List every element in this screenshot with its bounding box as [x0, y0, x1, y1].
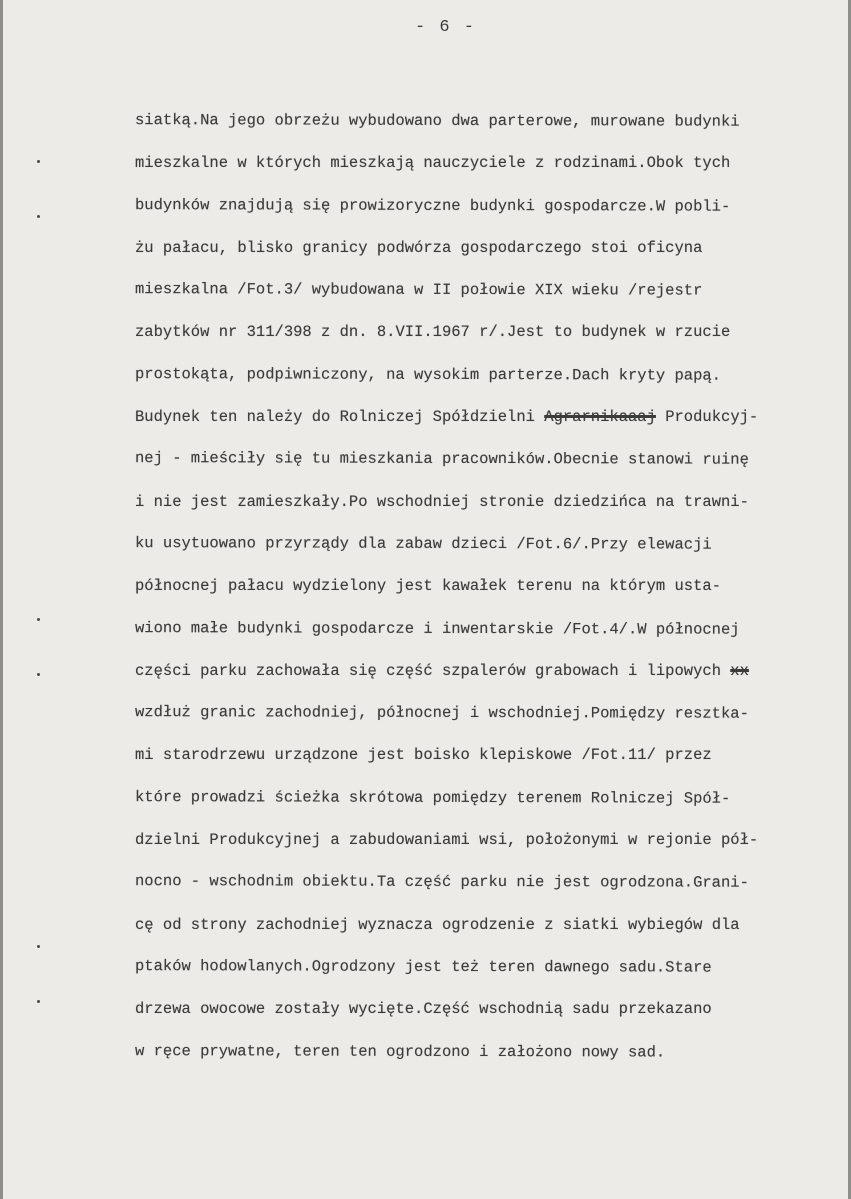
text-line: nocno - wschodnim obiektu.Ta część parku nie jest ogrodzona.Grani- [134, 872, 749, 893]
text-line: budynków znajdują się prowizoryczne budynki gospodarcze.W pobli- [134, 195, 731, 216]
text-line: mieszkalna /Fot.3/ wybudowana w II połowie XIX wieku /rejestr [134, 280, 703, 300]
margin-dot [37, 1000, 40, 1003]
text-segment: części parku zachowała się część szpalerów grabowach i lipowych [135, 661, 731, 680]
text-line: zabytków nr 311/398 z dn. 8.VII.1967 r/.Jest to budynek w rzucie [135, 323, 731, 342]
text-line: dzielni Produkcyjnej a zabudowaniami wsi, położonymi w rejonie pół- [135, 831, 759, 850]
text-line: nej - mieściły się tu mieszkania pracowników.Obecnie stanowi ruinę [134, 449, 749, 470]
text-line: siatką.Na jego obrzeżu wybudowano dwa parterowe, murowane budynki [134, 111, 740, 131]
margin-dot [37, 945, 40, 948]
text-line: w ręce prywatne, teren ten ogrodzono i założono nowy sad. [134, 1041, 666, 1062]
text-line: mi starodrzewu urządzone jest boisko klepiskowe /Fot.11/ przez [135, 746, 712, 765]
margin-dot [37, 618, 40, 621]
struck-out-text: xx [730, 661, 749, 680]
margin-dot [37, 673, 40, 676]
text-line: które prowadzi ścieżka skrótowa pomiędzy terenem Rolniczej Spół- [134, 787, 731, 808]
text-line: cę od strony zachodniej wyznacza ogrodzenie z siatki wybiegów dla [135, 915, 740, 934]
text-line: wiono małe budynki gospodarcze i inwentarskie /Fot.4/.W północnej [134, 618, 740, 639]
struck-out-text: Agrarnikaaaj [544, 408, 656, 427]
text-line: żu pałacu, blisko granicy podwórza gospodarczego stoi oficyna [135, 238, 703, 257]
text-line: drzewa owocowe zostały wycięte.Część wschodnią sadu przekazano [135, 1000, 712, 1019]
text-line: ptaków hodowlanych.Ogrodzony jest też teren dawnego sadu.Stare [134, 957, 712, 977]
text-line [135, 396, 835, 438]
margin-dot [37, 215, 40, 218]
text-line: mieszkalne w których mieszkają nauczyciele z rodzinami.Obok tych [135, 154, 731, 173]
text-line: północnej pałacu wydzielony jest kawałek terenu na którym usta- [135, 577, 721, 596]
text-line: wzdłuż granic zachodniej, północnej i wschodniej.Pomiędzy resztka- [134, 703, 749, 723]
typed-body-text [135, 100, 835, 1073]
text-line [135, 650, 835, 692]
text-line: i nie jest zamieszkały.Po wschodniej stronie dziedzińca na trawni- [135, 492, 749, 511]
page-number: - 6 - [414, 18, 476, 37]
text-line: ku usytuowano przyrządy dla zabaw dzieci /Fot.6/.Przy elewacji [134, 534, 712, 554]
text-segment: Budynek ten należy do Rolniczej Spółdzielni [135, 408, 545, 427]
text-segment: Produkcyj- [655, 408, 759, 427]
text-line: prostokąta, podpiwniczony, na wysokim parterze.Dach kryty papą. [134, 364, 722, 385]
margin-dot [37, 160, 40, 163]
